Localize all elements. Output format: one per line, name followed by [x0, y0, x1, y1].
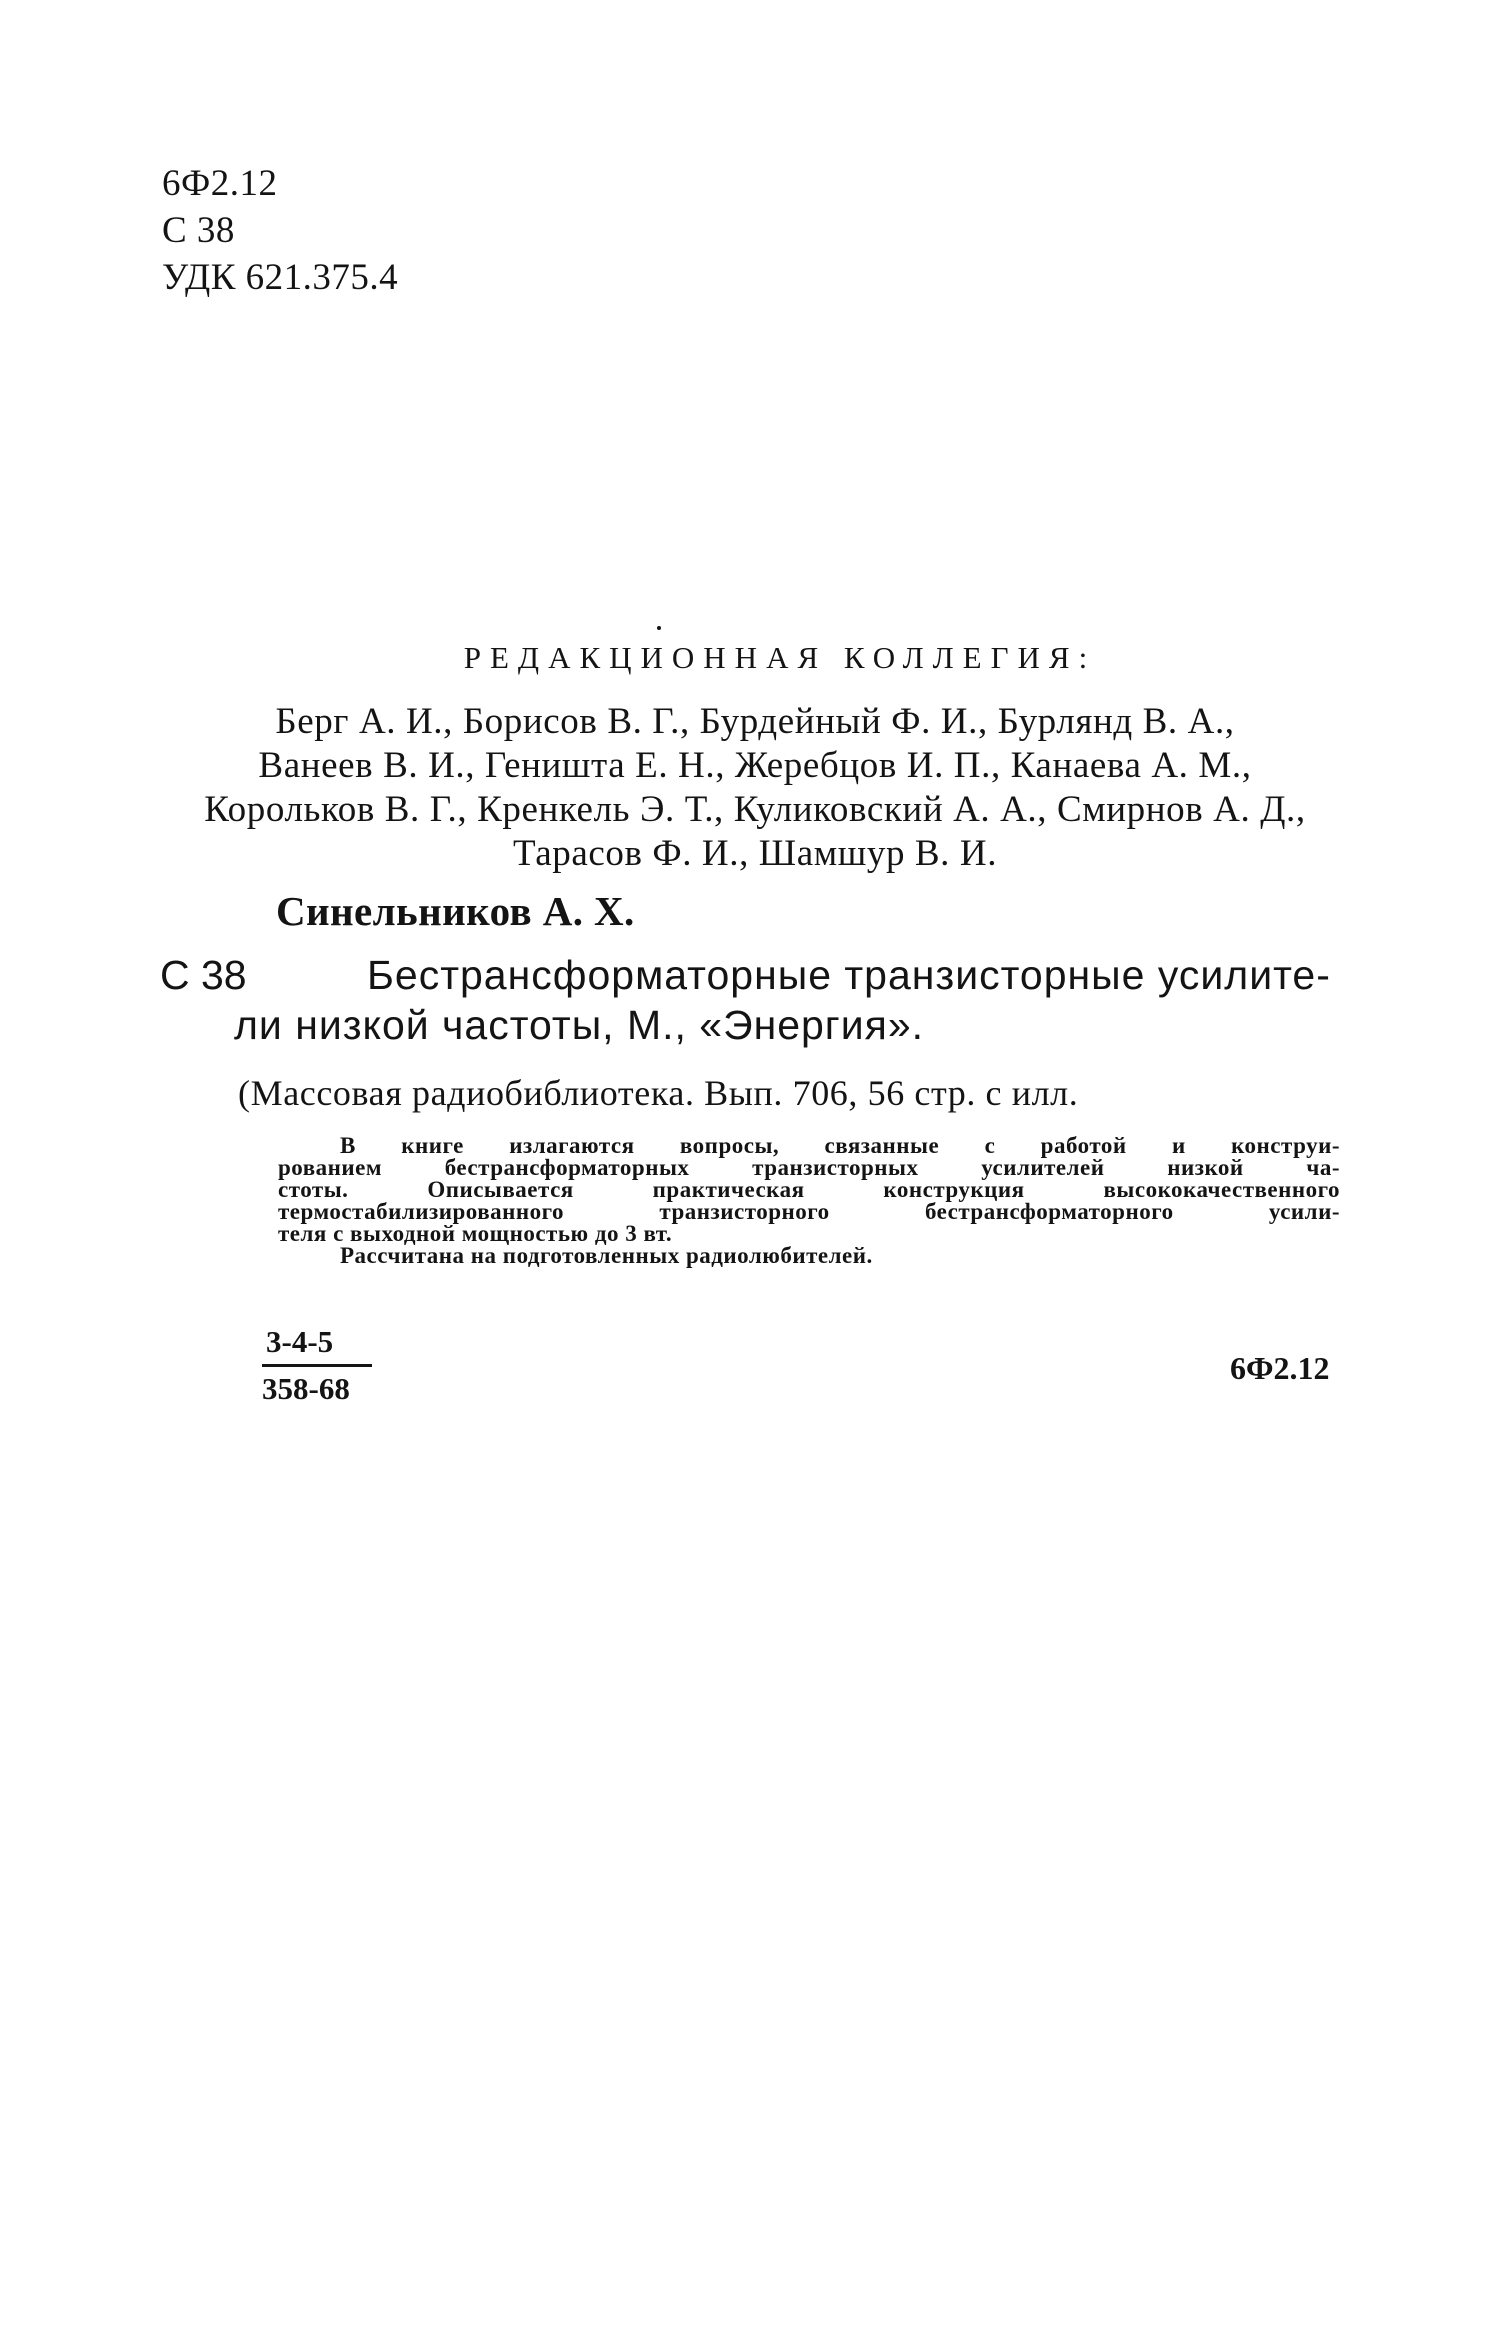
print-speck	[657, 626, 661, 630]
book-title-line-2: ли низкой частоты, М., «Энергия».	[234, 1002, 925, 1048]
bbk-code: 6Ф2.12	[162, 163, 278, 204]
fraction-denominator: 358-68	[262, 1371, 350, 1406]
book-author: Синельников А. Х.	[276, 888, 635, 934]
series-info: (Массовая радиобиблиотека. Вып. 706, 56 стр. с илл.	[238, 1073, 1079, 1113]
catalog-code: С 38	[160, 952, 247, 998]
editorial-board-members	[160, 700, 1350, 876]
fraction-bar	[262, 1364, 372, 1367]
fraction-numerator: 3-4-5	[266, 1324, 334, 1359]
annotation-line: рованием бестрансформаторных транзисторных усилителей низкой ча-	[278, 1155, 1340, 1180]
annotation	[278, 1135, 1340, 1267]
annotation-line: теля с выходной мощностью до 3 вт.	[278, 1221, 673, 1246]
board-line: Ванеев В. И., Геништа Е. Н., Жеребцов И. П., Канаева А. М.,	[258, 745, 1252, 786]
board-line: Корольков В. Г., Кренкель Э. Т., Куликовский А. А., Смирнов А. Д.,	[204, 789, 1306, 830]
bbk-code-bottom: 6Ф2.12	[1230, 1350, 1330, 1386]
udc-code: УДК 621.375.4	[162, 257, 399, 298]
annotation-line: термостабилизированного транзисторного бестрансформаторного усили-	[278, 1199, 1340, 1224]
publication-fraction	[262, 1322, 372, 1409]
board-line: Тарасов Ф. И., Шамшур В. И.	[512, 833, 998, 874]
annotation-line: стоты. Описывается практическая конструкция высококачественного	[278, 1177, 1340, 1202]
annotation-line: В книге излагаются вопросы, связанные с работой и конструи-	[340, 1133, 1340, 1158]
book-title-line-1: Бестрансформаторные транзисторные усилите-	[367, 952, 1331, 998]
annotation-line: Рассчитана на подготовленных радиолюбителей.	[340, 1243, 873, 1268]
author-mark: С 38	[162, 210, 235, 251]
board-line: Берг А. И., Борисов В. Г., Бурдейный Ф. И., Бурлянд В. А.,	[275, 701, 1235, 742]
editorial-board-title: РЕДАКЦИОННАЯ КОЛЛЕГИЯ:	[463, 640, 1097, 675]
classification-block	[162, 160, 398, 301]
